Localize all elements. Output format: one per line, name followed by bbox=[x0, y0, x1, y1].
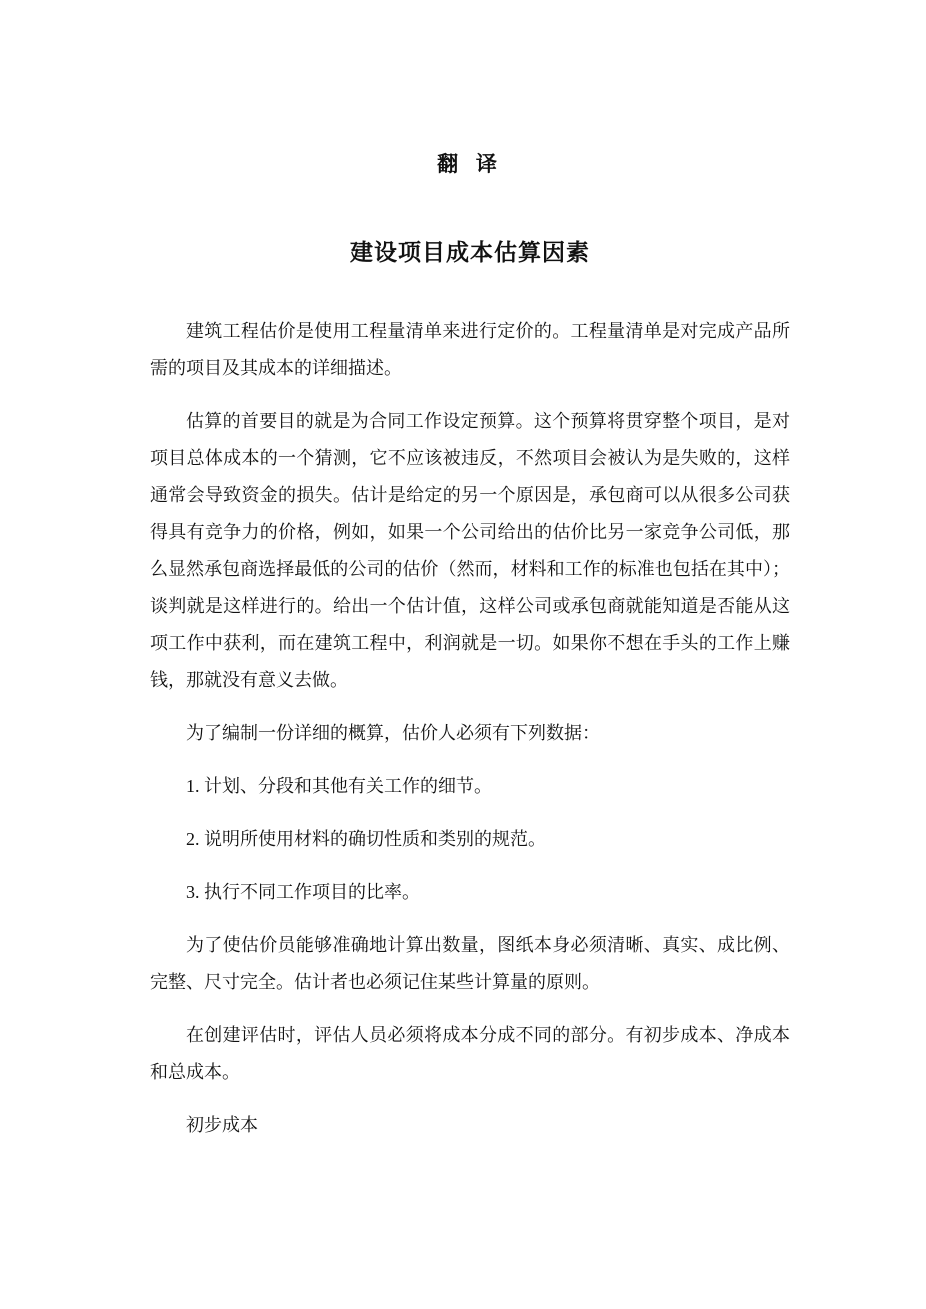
document-body bbox=[150, 313, 790, 1144]
paragraph-preliminary-cost: 初步成本 bbox=[186, 1115, 258, 1135]
paragraph-data-required: 为了编制一份详细的概算，估价人必须有下列数据： bbox=[186, 723, 600, 743]
translation-heading: 翻 译 bbox=[437, 153, 503, 176]
paragraph-cost-parts: 在创建评估时，评估人员必须将成本分成不同的部分。有初步成本、净成本和总成本。 bbox=[150, 1025, 790, 1082]
paragraph-intro: 建筑工程估价是使用工程量清单来进行定价的。工程量清单是对完成产品所需的项目及其成本的详细描述。 bbox=[150, 321, 790, 378]
list-item-2: 2. 说明所使用材料的确切性质和类别的规范。 bbox=[186, 829, 546, 849]
list-item-1: 1. 计划、分段和其他有关工作的细节。 bbox=[186, 776, 492, 796]
paragraph-drawings: 为了使估价员能够准确地计算出数量，图纸本身必须清晰、真实、成比例、完整、尺寸完全。估计者也必须记住某些计算量的原则。 bbox=[150, 935, 790, 992]
paragraph-purpose: 估算的首要目的就是为合同工作设定预算。这个预算将贯穿整个项目，是对项目总体成本的一个猜测，它不应该被违反，不然项目会被认为是失败的，这样通常会导致资金的损失。估计是给定的另一个原因是，承包商可以从很多公司获得具有竞争力的价格，例如，如果一个公司给出的估价比另一家竞争公司低，那么显然承包商选择最低的公司的估价（然而，材料和工作的标准也包括在其中）；谈判就是这样进行的。给出一个估计值，这样公司或承包商就能知道是否能从这项工作中获利，而在建筑工程中，利润就是一切。如果你不想在手头的工作上赚钱，那就没有意义去做。 bbox=[150, 411, 790, 690]
document-title: 建设项目成本估算因素 bbox=[350, 239, 590, 265]
list-item-3: 3. 执行不同工作项目的比率。 bbox=[186, 882, 420, 902]
